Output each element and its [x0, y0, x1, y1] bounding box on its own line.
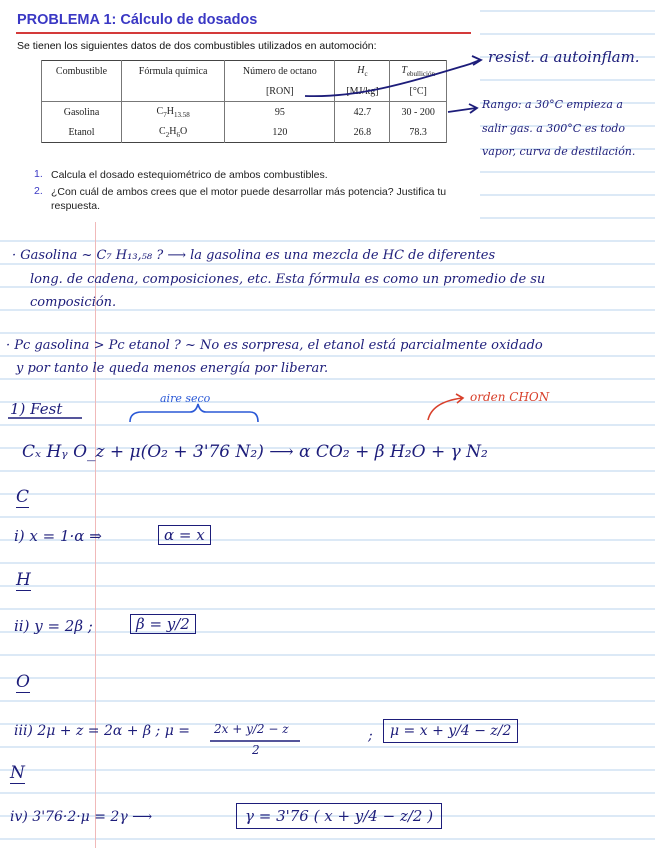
unit-formula	[121, 81, 224, 102]
cell-teb: 78.3	[390, 122, 447, 143]
note-pc-line2: y por tanto le queda menos energía por liberar.	[16, 361, 329, 376]
cell-formula: $C_7H_{13.58}$	[121, 102, 224, 123]
question-number: 1.	[34, 168, 43, 180]
question-text: Calcula el dosado estequiométrico de ambos combustibles.	[51, 169, 328, 181]
unit-octane: [RON]	[225, 81, 335, 102]
note-orden-chon: orden CHON	[470, 390, 550, 404]
note-gasolina-line1: · Gasolina ~ C₇ H₁₃,₅₈ ? ⟶ la gasolina es una mezcla de HC de diferentes	[12, 248, 496, 263]
unit-hc: [MJ/kg]	[335, 81, 390, 102]
cell-hc: 42.7	[335, 102, 390, 123]
header-hc: $H_c$	[335, 61, 390, 82]
cell-formula: $C_2H_6O$	[121, 122, 224, 143]
header-combustible: Combustible	[42, 61, 122, 82]
note-resist: resist. a autoinflam.	[488, 48, 640, 66]
combustion-reaction: Cₓ Hᵧ O_z + μ(O₂ + 3'76 N₂) ⟶ α CO₂ + β H₂O + γ N₂	[22, 442, 488, 462]
question-number: 2.	[34, 185, 43, 197]
cell-name: Gasolina	[42, 102, 122, 123]
cell-name: Etanol	[42, 122, 122, 143]
eq-nitrogen: iv) 3'76·2·μ = 2γ ⟶	[10, 809, 153, 825]
note-rango-line2: salir gas. a 300°C es todo	[482, 122, 626, 135]
table-row	[42, 122, 447, 143]
section-fest: 1) Fest	[10, 400, 63, 418]
problem-intro: Se tienen los siguientes datos de dos combustibles utilizados en automoción:	[17, 40, 377, 52]
eq-carbon: i) x = 1·α ⇒	[14, 527, 102, 545]
note-rango-line3: vapor, curva de destilación.	[482, 145, 636, 158]
cell-hc: 26.8	[335, 122, 390, 143]
header-teb-sub: ebullición	[406, 69, 435, 78]
eq-oxygen-numerator: 2x + y/2 − z	[214, 722, 289, 736]
label-carbon: C	[16, 487, 30, 507]
note-gasolina-line2: long. de cadena, composiciones, etc. Esta fórmula es como un promedio de su	[30, 272, 546, 287]
problem-title: PROBLEMA 1: Cálculo de dosados	[17, 12, 258, 28]
eq-carbon-result: α = x	[158, 525, 211, 545]
unit-combustible	[42, 81, 122, 102]
eq-oxygen-denominator: 2	[252, 743, 260, 757]
note-rango-line1: Rango: a 30°C empieza a	[482, 98, 623, 111]
list-item	[34, 168, 471, 182]
eq-nitrogen-result: γ = 3'76 ( x + y/4 − z/2 )	[236, 803, 442, 829]
note-pc-line1: · Pc gasolina > Pc etanol ? ~ No es sorpresa, el etanol está parcialmente oxidado	[6, 338, 543, 353]
note-aire-seco: aire seco	[160, 392, 211, 405]
header-hc-sub: c	[364, 69, 368, 78]
label-hydrogen: H	[16, 570, 31, 590]
question-text: ¿Con cuál de ambos crees que el motor puede desarrollar más potencia? Justifica tu respuesta.	[51, 186, 447, 212]
list-item	[34, 185, 471, 213]
label-nitrogen: N	[10, 763, 25, 783]
header-formula: Fórmula química	[121, 61, 224, 82]
question-list	[34, 168, 471, 216]
eq-oxygen-separator: ;	[368, 728, 373, 744]
note-gasolina-line3: composición.	[30, 295, 117, 310]
header-octane: Número de octano	[225, 61, 335, 82]
label-oxygen: O	[16, 672, 30, 692]
title-underline	[16, 32, 471, 34]
cell-teb: 30 - 200	[390, 102, 447, 123]
cell-octane: 95	[225, 102, 335, 123]
cell-octane: 120	[225, 122, 335, 143]
eq-oxygen: iii) 2μ + z = 2α + β ; μ =	[14, 723, 190, 739]
header-teb: $T_{ebullición}$	[390, 61, 447, 82]
fuel-data-table	[41, 60, 447, 143]
eq-hydrogen: ii) y = 2β ;	[14, 617, 93, 635]
printed-problem	[0, 0, 480, 222]
table-row	[42, 102, 447, 123]
unit-teb: [°C]	[390, 81, 447, 102]
eq-hydrogen-result: β = y/2	[130, 614, 196, 634]
eq-oxygen-result: μ = x + y/4 − z/2	[383, 719, 518, 743]
